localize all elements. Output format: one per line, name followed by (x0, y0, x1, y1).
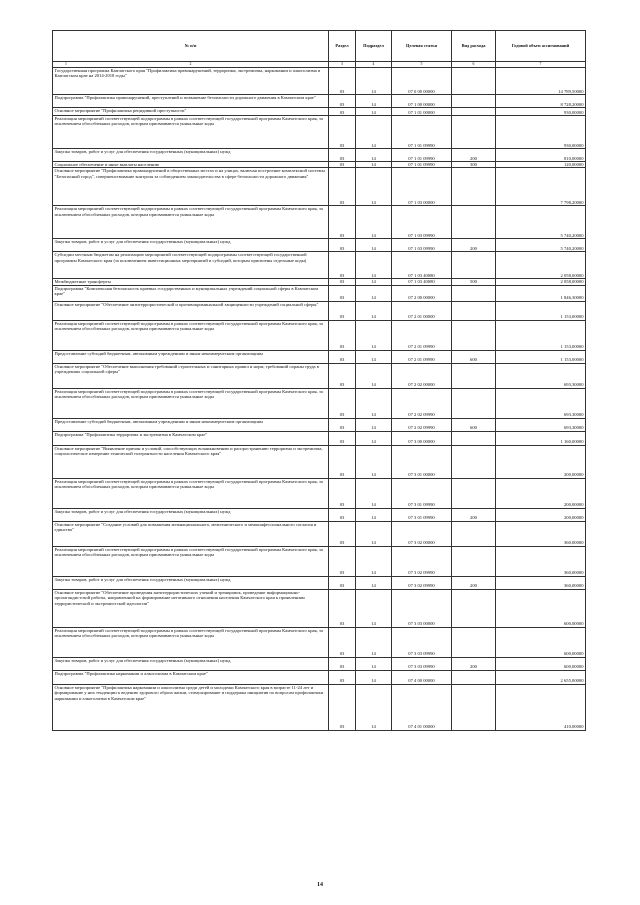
table-row (53, 108, 586, 116)
row-name: Основное мероприятие "Профилактика наркомании и алкоголизма среди детей и молодежи Камчатского края в возрасте 11-24 лет и формирование у них тенденции к ведению здорового образа жизни, стимулирование и поддержка инициатив по вопросам профилактики наркомании и алкоголизма в Камчатском крае" (53, 684, 329, 730)
row-amount: 2 058,00000 (496, 279, 586, 285)
row-target: 07 0 00 00000 (392, 68, 452, 95)
row-exptype (452, 206, 496, 239)
row-section: 03 (329, 285, 356, 301)
row-subsection: 14 (356, 206, 392, 239)
row-target: 07 3 02 09990 (392, 546, 452, 576)
table-row (53, 445, 586, 478)
row-subsection: 14 (356, 363, 392, 388)
row-exptype (452, 445, 496, 478)
row-target: 07 1 01 00000 (392, 108, 452, 116)
header-section: Раздел (329, 31, 356, 62)
row-section: 03 (329, 418, 356, 431)
table-row (53, 478, 586, 508)
row-subsection: 14 (356, 252, 392, 279)
row-exptype: 600 (452, 350, 496, 363)
row-exptype: 600 (452, 418, 496, 431)
row-section: 03 (329, 95, 356, 108)
row-name: Основное мероприятие "Обеспечение выполнения требований строительных и санитарных правил и норм, требований охраны труда в учреждениях социальной сферы" (53, 363, 329, 388)
row-exptype (452, 252, 496, 279)
table-header-row (53, 31, 586, 62)
row-subsection: 14 (356, 627, 392, 657)
row-name: Закупка товаров, работ и услуг для обеспечения государственных (муниципальных) нужд (53, 576, 329, 589)
row-name: Подпрограмма "Комплексная безопасность краевых государственных и муниципальных учреждений социальной сферы в Камчатском крае" (53, 285, 329, 301)
row-amount: 360,00000 (496, 546, 586, 576)
row-subsection: 14 (356, 350, 392, 363)
row-section: 03 (329, 68, 356, 95)
row-section: 03 (329, 627, 356, 657)
row-section: 03 (329, 670, 356, 684)
row-subsection: 14 (356, 478, 392, 508)
row-amount: 693,30000 (496, 388, 586, 418)
row-amount: 600,00000 (496, 589, 586, 627)
row-name: Субсидии местным бюджетам на реализацию мероприятий соответствующей подпрограммы соответствующей государственной программы Камчатского края (за исключением инвестиционных мероприятий и субсидий, которым присвоены отдельные коды) (53, 252, 329, 279)
row-name: Предоставление субсидий бюджетным, автономным учреждениям и иным некоммерческим организациям (53, 418, 329, 431)
table-row (53, 301, 586, 320)
row-target: 07 3 00 00000 (392, 431, 452, 445)
row-amount: 360,00000 (496, 576, 586, 589)
row-name: Реализация мероприятий соответствующей подпрограммы в рамках соответствующей государственной программы Камчатского края, за исключением обособленных расходов, которым присваиваются уникальные коды (53, 320, 329, 350)
row-amount: 600,00000 (496, 657, 586, 670)
row-exptype: 500 (452, 279, 496, 285)
row-exptype (452, 95, 496, 108)
row-target: 07 3 01 00000 (392, 445, 452, 478)
row-section: 03 (329, 162, 356, 168)
column-index-cell (53, 62, 329, 68)
row-target: 07 3 01 09990 (392, 508, 452, 521)
table-row (53, 388, 586, 418)
row-target: 07 4 00 00000 (392, 670, 452, 684)
table-row (53, 252, 586, 279)
row-section: 03 (329, 388, 356, 418)
row-name: Основное мероприятие "Профилактика рецидивной преступности" (53, 108, 329, 116)
row-target: 07 2 02 09990 (392, 388, 452, 418)
row-section: 03 (329, 279, 356, 285)
row-target: 07 1 03 00000 (392, 168, 452, 206)
row-subsection: 14 (356, 68, 392, 95)
row-section: 03 (329, 108, 356, 116)
row-amount: 200,00000 (496, 445, 586, 478)
table-row (53, 546, 586, 576)
column-index-7: 7 (496, 62, 586, 68)
table-row (53, 206, 586, 239)
row-name: Закупка товаров, работ и услуг для обеспечения государственных (муниципальных) нужд (53, 239, 329, 252)
row-section: 03 (329, 116, 356, 149)
row-target: 07 3 02 00000 (392, 521, 452, 546)
row-exptype (452, 627, 496, 657)
row-name: Социальное обеспечение и иные выплаты населению (53, 162, 329, 168)
row-section: 03 (329, 206, 356, 239)
row-exptype (452, 116, 496, 149)
table-row (53, 168, 586, 206)
header-amount: Годовой объем ассигнований (496, 31, 586, 62)
column-index-6: 6 (452, 62, 496, 68)
table-row (53, 116, 586, 149)
row-exptype (452, 363, 496, 388)
row-subsection: 14 (356, 95, 392, 108)
row-section: 03 (329, 576, 356, 589)
table-row (53, 431, 586, 445)
row-target: 07 1 03 09990 (392, 239, 452, 252)
table-row (53, 684, 586, 730)
row-target: 07 3 03 00000 (392, 589, 452, 627)
row-section: 03 (329, 168, 356, 206)
row-section: 03 (329, 301, 356, 320)
table-row (53, 670, 586, 684)
row-name: Реализация мероприятий соответствующей подпрограммы в рамках соответствующей государственной программы Камчатского края, за исключением обособленных расходов, которым присваиваются уникальные коды (53, 206, 329, 239)
row-amount: 5 740,20000 (496, 239, 586, 252)
row-subsection: 14 (356, 589, 392, 627)
row-section: 03 (329, 445, 356, 478)
row-name: Межбюджетные трансферты (53, 279, 329, 285)
row-amount: 410,00000 (496, 684, 586, 730)
row-subsection: 14 (356, 431, 392, 445)
row-target: 07 1 01 09990 (392, 162, 452, 168)
row-subsection: 14 (356, 108, 392, 116)
row-section: 03 (329, 478, 356, 508)
row-target: 07 2 01 00000 (392, 301, 452, 320)
row-name: Основное мероприятие "Выявление причин и условий, способствующих возникновению и распространению терроризма и экстремизма, социологическое измерение этнической толерантности населения Камчатского края" (53, 445, 329, 478)
row-amount: 1 846,30000 (496, 285, 586, 301)
row-subsection: 14 (356, 168, 392, 206)
row-section: 03 (329, 149, 356, 162)
row-subsection: 14 (356, 445, 392, 478)
row-exptype: 200 (452, 576, 496, 589)
row-subsection: 14 (356, 508, 392, 521)
row-amount: 1 153,00000 (496, 350, 586, 363)
row-target: 07 2 02 09990 (392, 418, 452, 431)
row-name: Закупка товаров, работ и услуг для обеспечения государственных (муниципальных) нужд (53, 508, 329, 521)
row-exptype (452, 589, 496, 627)
row-name: Основное мероприятие "Профилактика правонарушений в общественных местах и на улицах, включая построение комплексной системы "Безопасный город", совершенствование контроля за соблюдением законодательства в сфере безопасности дорожного движения" (53, 168, 329, 206)
row-amount: 1 153,00000 (496, 320, 586, 350)
row-subsection: 14 (356, 670, 392, 684)
row-section: 03 (329, 350, 356, 363)
budget-table (52, 30, 586, 731)
row-exptype (452, 68, 496, 95)
row-amount: 693,30000 (496, 418, 586, 431)
column-index-2: 2 (189, 62, 192, 66)
header-num: № п/п (53, 31, 329, 62)
row-amount: 693,30000 (496, 363, 586, 388)
row-exptype (452, 320, 496, 350)
row-target: 07 2 01 09990 (392, 350, 452, 363)
row-exptype (452, 108, 496, 116)
row-exptype (452, 168, 496, 206)
row-exptype (452, 670, 496, 684)
table-row (53, 627, 586, 657)
row-target: 07 1 00 00000 (392, 95, 452, 108)
row-subsection: 14 (356, 418, 392, 431)
row-exptype (452, 521, 496, 546)
table-row (53, 320, 586, 350)
page-number: 14 (317, 882, 323, 888)
header-target: Целевая статья (392, 31, 452, 62)
row-amount: 5 740,20000 (496, 206, 586, 239)
row-exptype (452, 684, 496, 730)
row-section: 03 (329, 521, 356, 546)
row-subsection: 14 (356, 576, 392, 589)
header-subsection: Подраздел (356, 31, 392, 62)
row-section: 03 (329, 684, 356, 730)
row-section: 03 (329, 320, 356, 350)
row-exptype (452, 285, 496, 301)
row-exptype: 200 (452, 657, 496, 670)
row-exptype (452, 301, 496, 320)
row-target: 07 1 03 40080 (392, 252, 452, 279)
row-name: Реализация мероприятий соответствующей подпрограммы в рамках соответствующей государственной программы Камчатского края, за исключением обособленных расходов, которым присваиваются уникальные коды (53, 627, 329, 657)
table-body (53, 62, 586, 731)
row-name: Реализация мероприятий соответствующей подпрограммы в рамках соответствующей государственной программы Камчатского края, за исключением обособленных расходов, которым присваиваются уникальные коды (53, 546, 329, 576)
table-row (53, 363, 586, 388)
row-subsection: 14 (356, 320, 392, 350)
row-amount: 2 655,00000 (496, 670, 586, 684)
table-row (53, 418, 586, 431)
row-subsection: 14 (356, 657, 392, 670)
table-row (53, 576, 586, 589)
row-amount: 2 058,00000 (496, 252, 586, 279)
column-index-5: 5 (392, 62, 452, 68)
row-subsection: 14 (356, 388, 392, 418)
row-subsection: 14 (356, 279, 392, 285)
row-name: Закупка товаров, работ и услуг для обеспечения государственных (муниципальных) нужд (53, 657, 329, 670)
column-index-3: 3 (329, 62, 356, 68)
row-amount: 600,00000 (496, 627, 586, 657)
row-amount: 120,00000 (496, 162, 586, 168)
table-row (53, 350, 586, 363)
row-target: 07 3 02 09990 (392, 576, 452, 589)
row-subsection: 14 (356, 684, 392, 730)
row-exptype: 200 (452, 508, 496, 521)
row-exptype (452, 546, 496, 576)
row-amount: 1 153,00000 (496, 301, 586, 320)
row-name: Реализация мероприятий соответствующей подпрограммы в рамках соответствующей государственной программы Камчатского края, за исключением обособленных расходов, которым присваиваются уникальные коды (53, 478, 329, 508)
row-amount: 7 798,20000 (496, 168, 586, 206)
row-name: Подпрограмма "Профилактика правонарушений, преступлений и повышение безопасности дорожного движения в Камчатском крае" (53, 95, 329, 108)
row-target: 07 3 03 09990 (392, 627, 452, 657)
table-row (53, 68, 586, 95)
table-row (53, 657, 586, 670)
row-name: Закупка товаров, работ и услуг для обеспечения государственных (муниципальных) нужд (53, 149, 329, 162)
row-amount: 930,00000 (496, 116, 586, 149)
row-amount: 14 789,50000 (496, 68, 586, 95)
row-name: Реализация мероприятий соответствующей подпрограммы в рамках соответствующей государственной программы Камчатского края, за исключением обособленных расходов, которым присваиваются уникальные коды (53, 116, 329, 149)
row-exptype: 200 (452, 149, 496, 162)
row-amount: 360,00000 (496, 521, 586, 546)
row-name: Подпрограмма "Профилактика терроризма и экстремизма в Камчатском крае" (53, 431, 329, 445)
row-subsection: 14 (356, 116, 392, 149)
row-subsection: 14 (356, 301, 392, 320)
row-name: Основное мероприятие "Обеспечение проведения антитеррористических учений и тренировок, проведение информационно-пропагандистской работы, направленной на формирование негативного отношения населения Камчатского края к проявлениям террористической и экстремистской идеологии" (53, 589, 329, 627)
header-exptype: Вид расхода (452, 31, 496, 62)
row-section: 03 (329, 589, 356, 627)
row-amount: 810,00000 (496, 149, 586, 162)
row-amount: 200,00000 (496, 508, 586, 521)
row-name: Подпрограмма "Профилактика наркомании и алкоголизма в Камчатском крае" (53, 670, 329, 684)
table-row (53, 589, 586, 627)
row-section: 03 (329, 508, 356, 521)
row-section: 03 (329, 431, 356, 445)
row-section: 03 (329, 363, 356, 388)
row-target: 07 1 03 09990 (392, 206, 452, 239)
row-section: 03 (329, 546, 356, 576)
row-subsection: 14 (356, 546, 392, 576)
row-exptype (452, 431, 496, 445)
column-index-4: 4 (356, 62, 392, 68)
table-row (53, 149, 586, 162)
row-target: 07 4 01 00000 (392, 684, 452, 730)
row-subsection: 14 (356, 521, 392, 546)
row-name: Основное мероприятие "Обеспечение антитеррористической и противокриминальной защищенности учреждений социальной сферы" (53, 301, 329, 320)
row-target: 07 1 01 09990 (392, 149, 452, 162)
row-target: 07 2 02 00000 (392, 363, 452, 388)
table-row (53, 95, 586, 108)
table-row (53, 508, 586, 521)
row-exptype: 200 (452, 239, 496, 252)
row-subsection: 14 (356, 149, 392, 162)
row-subsection: 14 (356, 239, 392, 252)
table-row (53, 285, 586, 301)
row-amount: 1 160,00000 (496, 431, 586, 445)
row-exptype (452, 478, 496, 508)
row-amount: 930,00000 (496, 108, 586, 116)
row-target: 07 2 01 09990 (392, 320, 452, 350)
row-name: Реализация мероприятий соответствующей подпрограммы в рамках соответствующей государственной программы Камчатского края, за исключением обособленных расходов, которым присваиваются уникальные коды (53, 388, 329, 418)
row-section: 03 (329, 252, 356, 279)
row-target: 07 1 01 09990 (392, 116, 452, 149)
row-section: 03 (329, 239, 356, 252)
budget-table-sheet (52, 30, 585, 731)
row-target: 07 3 01 09990 (392, 478, 452, 508)
row-subsection: 14 (356, 162, 392, 168)
row-section: 03 (329, 657, 356, 670)
table-row (53, 521, 586, 546)
column-index-1: 1 (65, 62, 67, 66)
row-exptype: 300 (452, 162, 496, 168)
row-exptype (452, 388, 496, 418)
row-name: Основное мероприятие "Создание условий для повышения межнационального, межэтнического и межконфессионального согласия и единства" (53, 521, 329, 546)
table-row (53, 239, 586, 252)
row-amount: 8 728,20000 (496, 95, 586, 108)
row-target: 07 1 03 40080 (392, 279, 452, 285)
row-name: Предоставление субсидий бюджетным, автономным учреждениям и иным некоммерческим организациям (53, 350, 329, 363)
row-amount: 200,00000 (496, 478, 586, 508)
row-target: 07 2 00 00000 (392, 285, 452, 301)
row-target: 07 3 03 09990 (392, 657, 452, 670)
row-name: Государственная программа Камчатского края "Профилактика правонарушений, терроризма, экстремизма, наркомании и алкоголизма в Камчатском крае на 2014-2018 годы" (53, 68, 329, 95)
row-subsection: 14 (356, 285, 392, 301)
